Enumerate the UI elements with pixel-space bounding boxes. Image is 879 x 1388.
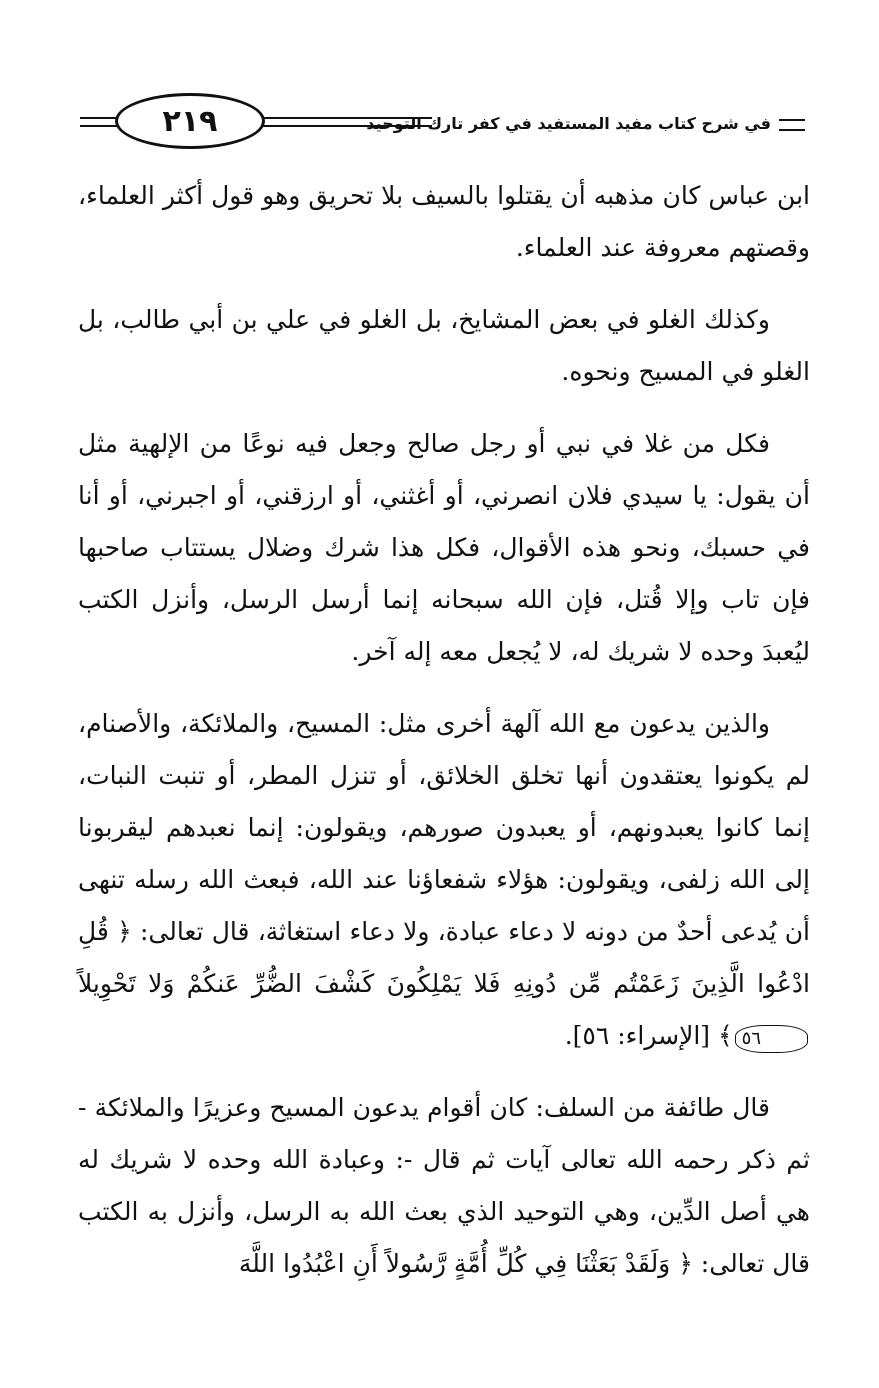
paragraph-4 [78, 698, 810, 1062]
header-ornament [779, 119, 805, 131]
paragraph-5-text: قال طائفة من السلف: كان أقوام يدعون المسيح وعزيرًا والملائكة - ثم ذكر رحمه الله تعالى آيات ثم قال -: وعبادة الله وحده لا شريك له هي أصل الدِّين، وهي التوحيد الذي بعث الله به الرسل، وأنزل به الكتب قال تعالى: [78, 1093, 810, 1278]
body-text [78, 170, 810, 1310]
paragraph-2: وكذلك الغلو في بعض المشايخ، بل الغلو في علي بن أبي طالب، بل الغلو في المسيح ونحوه. [78, 305, 810, 386]
paragraph-1: ابن عباس كان مذهبه أن يقتلوا بالسيف بلا تحريق وهو قول أكثر العلماء، وقصتهم معروفة عند العلماء. [78, 181, 810, 262]
paragraph-3: فكل من غلا في نبي أو رجل صالح وجعل فيه نوعًا من الإلهية مثل أن يقول: يا سيدي فلان انصرني، أو أغثني، أو ارزقني، أو اجبرني، أو أنا في حسبك، ونحو هذه الأقوال، فكل هذا شرك وضلال يستتاب صاحبها فإن تاب وإلا قُتل، فإن الله سبحانه إنما أرسل الرسل، وأنزل الكتب ليُعبدَ وحده لا شريك له، لا يُجعل معه إله آخر. [78, 429, 810, 666]
ayah-number-marker: ٥٦ [735, 1025, 808, 1053]
running-title: في شرح كتاب مفيد المستفيد في كفر تارك التوحيد [366, 114, 771, 133]
quran-quote-1-close: ﴾ [718, 1021, 733, 1050]
quran-quote-2: ﴿ وَلَقَدْ بَعَثْنَا فِي كُلِّ أُمَّةٍ رَّسُولاً أَنِ اعْبُدُوا اللَّهَ [238, 1249, 693, 1278]
quran-reference: [الإسراء: ٥٦]. [564, 1021, 711, 1050]
paragraph-4-text: والذين يدعون مع الله آلهة أخرى مثل: المسيح، والملائكة، والأصنام، لم يكونوا يعتقدون أنها تخلق الخلائق، أو تنزل المطر، أو تنبت النبات، إنما كانوا يعبدونهم، أو يعبدون صورهم، ويقولون: إنما نعبدهم ليقربونا إلى الله زلفى، ويقولون: هؤلاء شفعاؤنا عند الله، فبعث الله رسله تنهى أن يُدعى أحدٌ من دونه لا دعاء عبادة، ولا دعاء استغاثة، قال تعالى: [78, 709, 810, 946]
paragraph-5 [78, 1082, 810, 1290]
page-number: ٢١٩ [162, 103, 218, 139]
page-number-badge [115, 93, 265, 149]
page-header [80, 88, 805, 154]
quran-quote-1: ﴿ قُلِ ادْعُوا الَّذِينَ زَعَمْتُم مِّن دُونِهِ فَلا يَمْلِكُونَ كَشْفَ الضُّرِّ عَنكُمْ وَلا تَحْوِيلاً [78, 917, 810, 998]
